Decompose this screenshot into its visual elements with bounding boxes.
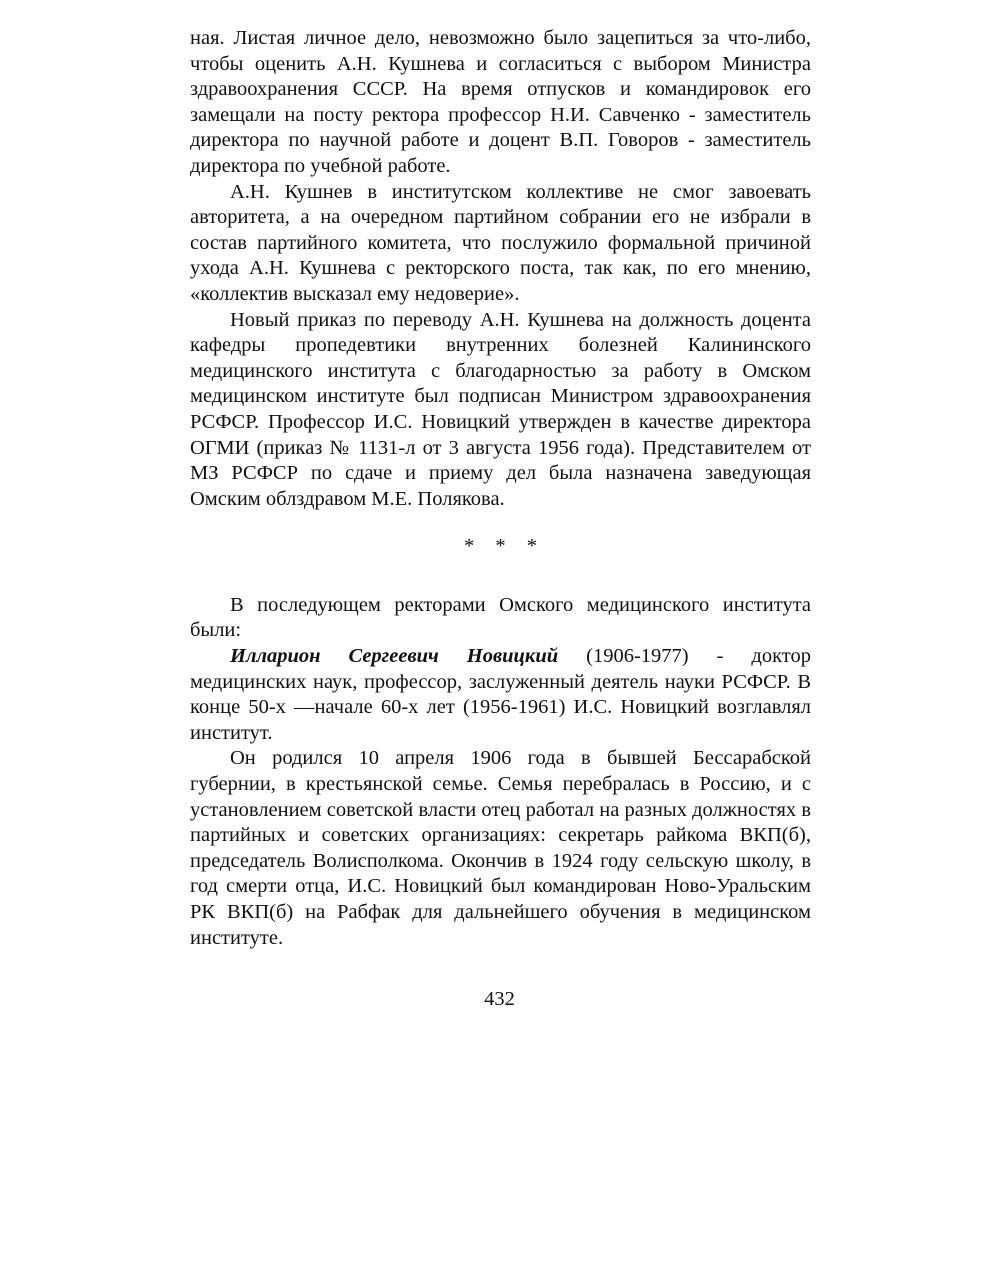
rector-description: (1906-1977) - доктор медицинских наук, профессор, заслуженный деятель науки РСФСР. В конце 50-х —начале 60-х лет (1956-1961) И.С. Новицкий возглавлял институт. bbox=[190, 645, 811, 744]
paragraph-biography: Он родился 10 апреля 1906 года в бывшей Бессарабской губернии, в крестьянской семье. Семья перебралась в Россию, и с установлением советской власти отец работал на разных должностях в партийных и советских организациях: секретарь райкома ВКП(б), председатель Волисполкома. Окончив в 1924 году сельскую школу, в год смерти отца, И.С. Новицкий был командирован Ново-Уральским РК ВКП(б) на Рабфак для дальнейшего обучения в медицинском институте. bbox=[190, 747, 811, 949]
paragraph-rectors-intro: В последующем ректорами Омского медицинского института были: bbox=[190, 593, 811, 642]
paragraph-continuation: ная. Листая личное дело, невозможно было зацепиться за что-либо, чтобы оценить А.Н. Кушнева и согласиться с выбором Министра здравоохранения СССР. На время отпусков и командировок его замещали на посту ректора профессор Н.И. Савченко - заместитель директора по научной работе и доцент В.П. Говоров - заместитель директора по учебной работе. bbox=[190, 27, 811, 177]
rector-name: Илларион Сергеевич Новицкий bbox=[230, 645, 559, 668]
paragraph-new-order: Новый приказ по переводу А.Н. Кушнева на должность доцента кафедры пропедевтики внутренних болезней Калининского медицинского института с благодарностью за работу в Омском медицинском институте был подписан Министром здравоохранения РСФСР. Профессор И.С. Новицкий утвержден в качестве директора ОГМИ (приказ № 1131-л от 3 августа 1956 года). Представителем от МЗ РСФСР по сдаче и приему дел была назначена заведующая Омским облздравом М.Е. Полякова. bbox=[190, 308, 811, 510]
paragraph-kushnev-authority: А.Н. Кушнев в институтском коллективе не смог завоевать авторитета, а на очередном партийном собрании его не избрали в состав партийного комитета, что послужило формальной причиной ухода А.Н. Кушнева с ректорского поста, так как, по его мнению, «коллектив высказал ему недоверие». bbox=[190, 180, 811, 305]
page-body bbox=[190, 26, 811, 951]
paragraph-rector-novitsky bbox=[190, 644, 811, 746]
section-separator: * * * bbox=[464, 535, 545, 558]
spacer bbox=[190, 560, 811, 593]
page-number: 432 bbox=[484, 988, 515, 1010]
